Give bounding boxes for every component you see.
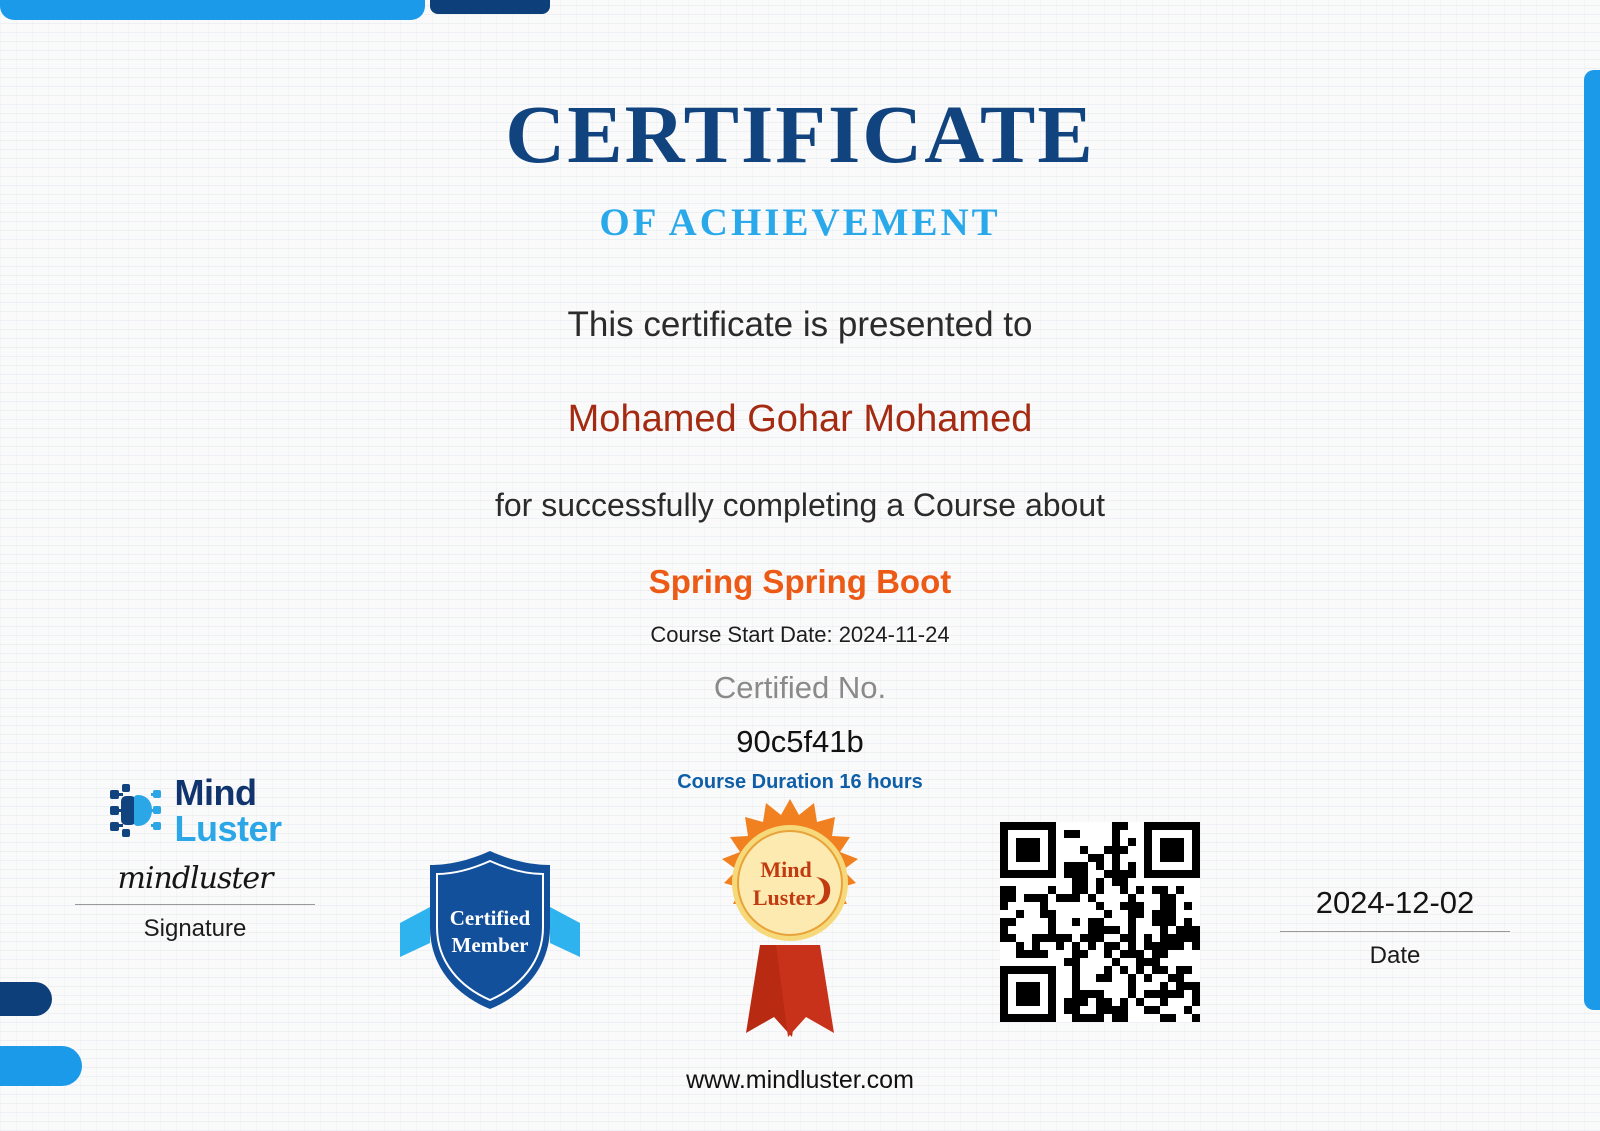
website-url: www.mindluster.com <box>686 1066 914 1094</box>
decor-top-blue-bar <box>0 0 425 20</box>
certificate-subtitle: OF ACHIEVEMENT <box>599 201 1001 244</box>
date-block <box>1270 885 1520 970</box>
date-label: Date <box>1369 942 1421 969</box>
mindluster-wordmark <box>174 772 282 849</box>
certificate-title: CERTIFICATE <box>505 88 1095 180</box>
certified-no-value: 90c5f41b <box>736 724 864 759</box>
logo-luster-text: Luster <box>174 808 282 849</box>
course-duration: Course Duration 16 hours <box>677 771 923 793</box>
issue-date-value: 2024-12-02 <box>1315 885 1475 920</box>
certified-member-shield-icon <box>390 845 590 1005</box>
shield-text-line1: Certified <box>449 906 531 930</box>
shield-text-line2: Member <box>451 933 529 957</box>
date-line <box>1280 931 1510 932</box>
signature-label: Signature <box>143 915 247 942</box>
signature-script: mindluster <box>117 861 273 896</box>
rosette-text-line1: Mind <box>760 857 812 882</box>
rosette-text-line2: Luster <box>752 885 816 910</box>
recipient-name: Mohamed Gohar Mohamed <box>567 398 1033 440</box>
signature-block <box>70 772 320 943</box>
presented-to-line: This certificate is presented to <box>567 305 1033 344</box>
qr-code <box>1000 822 1200 1022</box>
course-start-date: Course Start Date: 2024-11-24 <box>650 622 950 647</box>
decor-bottom-left-dark-bar <box>0 982 52 1016</box>
completion-line: for successfully completing a Course about <box>494 487 1106 523</box>
certified-no-label: Certified No. <box>713 670 887 705</box>
mindluster-logo <box>70 772 320 849</box>
decor-top-dark-bar <box>430 0 550 14</box>
logo-mind-text: Mind <box>174 772 257 813</box>
gold-rosette-seal-icon <box>700 795 880 1040</box>
course-name: Spring Spring Boot <box>648 563 952 600</box>
brain-circuit-icon <box>108 782 164 840</box>
signature-line <box>75 904 315 905</box>
